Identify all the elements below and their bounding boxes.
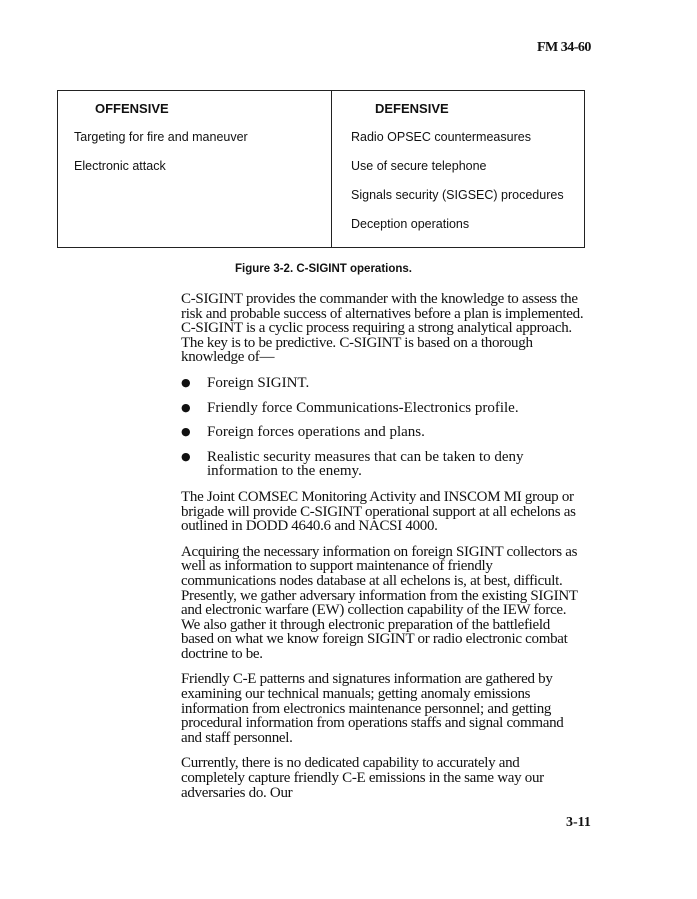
bullet-icon: ● [181, 425, 191, 439]
bullet-icon: ● [181, 375, 191, 389]
bullet-icon: ● [181, 400, 191, 414]
bullet-item: ● Foreign forces operations and plans. [181, 424, 425, 441]
body-text [181, 292, 585, 811]
bullet-list [181, 376, 585, 479]
column-divider [331, 91, 332, 247]
intro-paragraph: C-SIGINT provides the commander with the knowledge to assess the risk and probable success of alternatives before a plan is implemented. C-SIGINT is a cyclic process requiring a strong analytical approach. The key is to be predictive. C-SIGINT is based on a thorough knowledge of— [181, 291, 584, 366]
offensive-item: Targeting for fire and maneuver [74, 130, 248, 144]
defensive-item: Radio OPSEC countermeasures [351, 130, 531, 144]
defensive-item: Use of secure telephone [351, 159, 487, 173]
paragraph: Friendly C-E patterns and signatures information are gathered by examining our technical manuals; getting anomaly emissions information from electronics maintenance personnel; and getting procedural information from operations staffs and signal command and staff personnel. [181, 671, 564, 746]
document-id-header: FM 34-60 [537, 40, 591, 55]
figure-table [57, 90, 585, 248]
defensive-heading: DEFENSIVE [375, 101, 449, 116]
defensive-item: Deception operations [351, 217, 470, 231]
page-number: 3-11 [566, 815, 591, 830]
bullet-item: ● Realistic security measures that can be taken to deny information to the enemy. [181, 448, 524, 480]
paragraph: The Joint COMSEC Monitoring Activity and INSCOM MI group or brigade will provide C-SIGINT operational support at all echelons as outlined in DODD 4640.6 and NACSI 4000. [181, 488, 576, 535]
paragraph: Currently, there is no dedicated capability to accurately and completely capture friendly C-E emissions in the same way our adversaries do. Our [181, 755, 544, 801]
bullet-item: ● Foreign SIGINT. [181, 374, 310, 391]
figure-caption: Figure 3-2. C-SIGINT operations. [235, 263, 412, 275]
paragraph: Acquiring the necessary information on foreign SIGINT collectors as well as information to support maintenance of friendly communications nodes database at all echelons is, at best, difficult. Presently, we gather adversary information from the existing SIGINT and electronic warfare (EW) collection capability of the IEW force. We also gather it through electronic preparation of the battlefield based on what we know foreign SIGINT or radio electronic combat doctrine to be. [181, 543, 578, 662]
offensive-heading: OFFENSIVE [95, 101, 169, 116]
bullet-item: ● Friendly force Communications-Electronics profile. [181, 399, 519, 416]
bullet-icon: ● [181, 449, 191, 463]
defensive-item: Signals security (SIGSEC) procedures [351, 188, 564, 202]
offensive-item: Electronic attack [74, 159, 166, 173]
